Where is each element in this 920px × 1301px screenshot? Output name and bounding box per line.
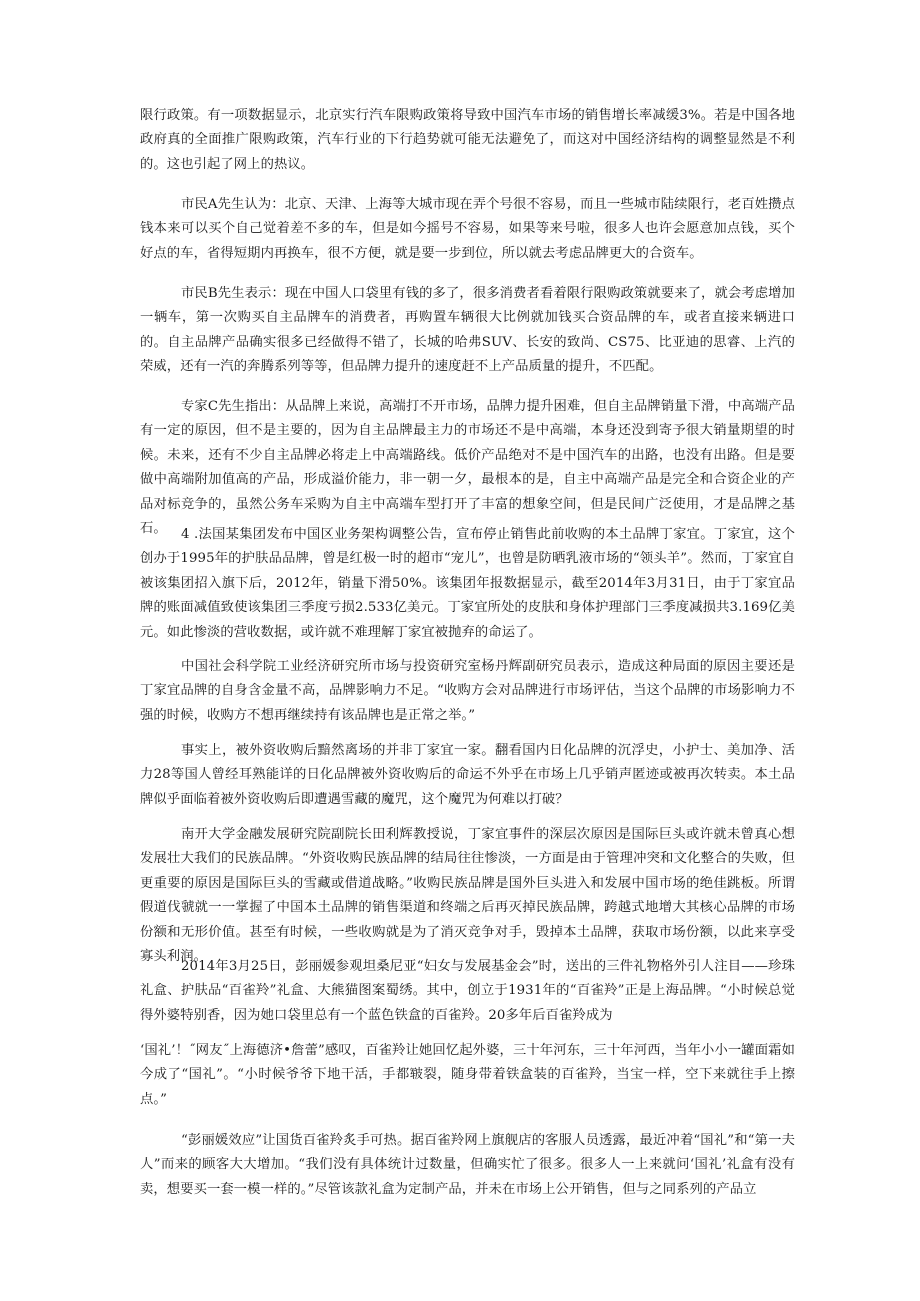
paragraph-11: “彭丽媛效应”让国货百雀羚炙手可热。据百雀羚网上旗舰店的客服人员透露，最近冲着“国礼”和“第一夫人”而来的顾客大大增加。“我们没有具体统计过数量，但确实忙了很多。很多人一上来就问‘国礼’礼盒有没有卖，想要买一套一模一样的。”尽管该款礼盒为定制产品，并未在市场上公开销售，但与之同系列的产品立 — [140, 1133, 795, 1197]
paragraph-3: 市民B先生表示：现在中国人口袋里有钱的多了，很多消费者看着限行限购政策就要来了，就会考虑增加一辆车，第一次购买自主品牌车的消费者，再购置车辆很大比例就加钱买合资品牌的车，或者直接来辆进口的。自主品牌产品确实很多已经做得不错了，长城的哈弗SUV、长安的致尚、CS75、比亚迪的思睿、上汽的荣威，还有一汽的奔腾系列等等，但品牌力提升的速度赶不上产品质量的提升，不匹配。 — [140, 286, 795, 375]
paragraph-6: 中国社会科学院工业经济研究所市场与投资研究室杨丹辉副研究员表示，造成这种局面的原因主要还是丁家宜品牌的自身含金量不高，品牌影响力不足。“收购方会对品牌进行市场评估，当这个品牌的市场影响力不强的时候，收购方不想再继续持有该品牌也是正常之举。” — [140, 659, 795, 723]
paragraph-4: 专家C先生指出：从品牌上来说，高端打不开市场，品牌力提升困难，但自主品牌销量下滑，中高端产品有一定的原因，但不是主要的，因为自主品牌最主力的市场还不是中高端，本身还没到寄予很大销量期望的时候。未来，还有不少自主品牌必将走上中高端路线。低价产品绝对不是中国汽车的出路，也没有出路。但是要做中高端附加值高的产品，形成溢价能力，非一朝一夕，最根本的是，自主中高端产品是完全和合资企业的产品对标竞争的，虽然公务车采购为自主中高端车型打开了丰富的想象空间，但是民间广泛使用，才是品牌之基石。 — [140, 399, 795, 537]
paragraph-10: ‘国礼’！˝网友˝上海德济•詹蕾”感叹，百雀羚让她回忆起外婆，三十年河东，三十年河西，当年小小一罐面霜如今成了“国礼”。“小时候爷爷下地干活，手都皲裂，随身带着铁盒装的百雀羚，当宝一样，空下来就往手上擦点。” — [140, 1043, 795, 1107]
paragraph-2: 市民A先生认为：北京、天津、上海等大城市现在弄个号很不容易，而且一些城市陆续限行，老百姓攒点钱本来可以买个自己觉着差不多的车，但是如今摇号不容易，如果等来号啦，很多人也许会愿意加点钱，买个好点的车，省得短期内再换车，很不方便，就是要一步到位，所以就去考虑品牌更大的合资车。 — [140, 197, 795, 261]
paragraph-8: 南开大学金融发展研究院副院长田利辉教授说，丁家宜事件的深层次原因是国际巨头或许就未曾真心想发展壮大我们的民族品牌。“外资收购民族品牌的结局往往惨淡，一方面是由于管理冲突和文化整合的失败，但更重要的原因是国际巨头的雪藏或借道战略。”收购民族品牌是国外巨头进入和发展中国市场的绝佳跳板。所谓假道伐虢就一一掌握了中国本土品牌的销售渠道和终端之后再灭掉民族品牌，跨越式地增大其核心品牌的市场份额和无形价值。甚至有时候，一些收购就是为了消灭竞争对手，毁掉本土品牌，获取市场份额，以此来享受寡头利润。 — [140, 827, 795, 965]
paragraph-1: 限行政策。有一项数据显示，北京实行汽车限购政策将导致中国汽车市场的销售增长率减缓3%。若是中国各地政府真的全面推广限购政策，汽车行业的下行趋势就可能无法避免了，而这对中国经济结构的调整显然是不利的。这也引起了网上的热议。 — [140, 108, 795, 172]
paragraph-7: 事实上，被外资收购后黯然离场的并非丁家宜一家。翻看国内日化品牌的沉浮史，小护士、美加净、活力28等国人曾经耳熟能详的日化品牌被外资收购后的命运不外乎在市场上几乎销声匿迹或被再次转卖。本土品牌似乎面临着被外资收购后即遭遇雪藏的魔咒，这个魔咒为何难以打破？ — [140, 743, 795, 807]
paragraph-9: 2014年3月25日，彭丽媛参观坦桑尼亚“妇女与发展基金会”时，送出的三件礼物格外引人注目——珍珠礼盒、护肤品“百雀羚”礼盒、大熊猫图案蜀绣。其中，创立于1931年的“百雀羚”正是上海品牌。“小时候总觉得外婆特别香，因为她口袋里总有一个蓝色铁盒的百雀羚。20多年后百雀羚成为 — [140, 959, 795, 1023]
paragraph-5: 4 .法国某集团发布中国区业务架构调整公告，宣布停止销售此前收购的本土品牌丁家宜。丁家宜，这个创办于1995年的护肤品品牌，曾是红极一时的超市“宠儿”，也曾是防晒乳液市场的“领头羊”。然而，丁家宜自被该集团招入旗下后，2012年，销量下滑50%。该集团年报数据显示，截至2014年3月31日，由于丁家宜品牌的账面减值致使该集团三季度亏损2.533亿美元。丁家宜所处的皮肤和身体护理部门三季度减损共3.169亿美元。如此惨淡的营收数据，或许就不难理解丁家宜被抛弃的命运了。 — [140, 527, 795, 640]
